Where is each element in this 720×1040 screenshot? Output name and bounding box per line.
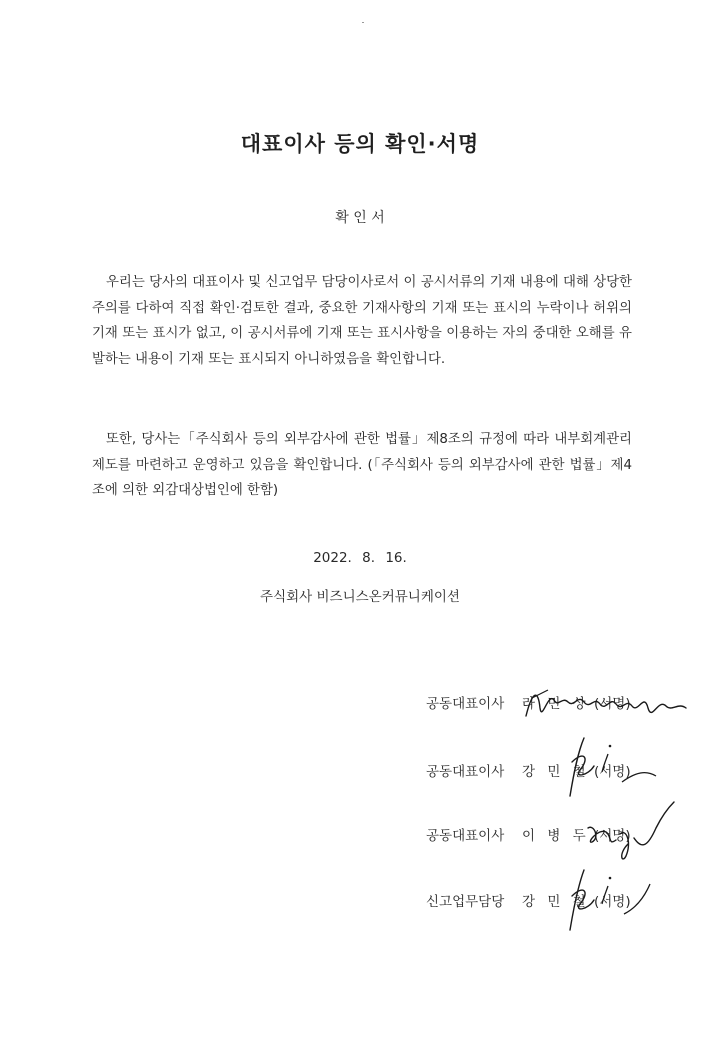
signature-mark: (서명) bbox=[594, 828, 631, 844]
signer-name: 이 병 두 bbox=[522, 828, 590, 844]
document-date: 2022. 8. 16. bbox=[313, 550, 407, 566]
handwritten-signature bbox=[518, 678, 698, 728]
signer-role: 공동대표이사 bbox=[426, 764, 505, 780]
signer-role: 공동대표이사 bbox=[426, 696, 505, 712]
signer-name: 강 민 철 bbox=[522, 764, 590, 780]
signer-row bbox=[426, 682, 686, 722]
scan-speck bbox=[362, 22, 364, 23]
paragraph-text: 우리는 당사의 대표이사 및 신고업무 담당이사로서 이 공시서류의 기재 내용에 대해 상당한 주의를 다하여 직접 확인·검토한 결과, 중요한 기재사항의 기재 또는 표시의 누락이나 허위의 기재 또는 표시가 없고, 이 공시서류에 기재 또는 표시사항을 이용하는 자의 중대한 오해를 유발하는 내용이 기재 또는 표시되지 아니하였음을 확인합니다. bbox=[92, 275, 632, 367]
signer-row bbox=[426, 880, 686, 920]
signer-row bbox=[426, 750, 686, 790]
document-title: 대표이사 등의 확인·서명 bbox=[240, 132, 480, 156]
company-name: 주식회사 비즈니스온커뮤니케이션 bbox=[260, 589, 460, 605]
signer-name: 라 민 상 bbox=[522, 696, 590, 712]
signer-name: 강 민 철 bbox=[522, 894, 590, 910]
signer-row bbox=[426, 814, 686, 854]
document-subtitle: 확 인 서 bbox=[335, 210, 385, 226]
confirmation-paragraph bbox=[92, 270, 632, 372]
paragraph-text: 또한, 당사는「주식회사 등의 외부감사에 관한 법률」제8조의 규정에 따라 내부회계관리제도를 마련하고 운영하고 있음을 확인합니다. (「주식회사 등의 외부감사에 관한 법률」제4조에 의한 외감대상법인에 한함) bbox=[92, 432, 632, 498]
signature-mark: (서명) bbox=[594, 894, 631, 910]
signature-mark: (서명) bbox=[594, 764, 631, 780]
signer-role: 신고업무담당 bbox=[426, 894, 505, 910]
signer-role: 공동대표이사 bbox=[426, 828, 505, 844]
handwritten-signature bbox=[578, 798, 688, 868]
handwritten-signature bbox=[544, 732, 664, 802]
signature-mark: (서명) bbox=[594, 696, 631, 712]
handwritten-signature bbox=[544, 864, 664, 934]
internal-control-paragraph bbox=[92, 427, 632, 504]
